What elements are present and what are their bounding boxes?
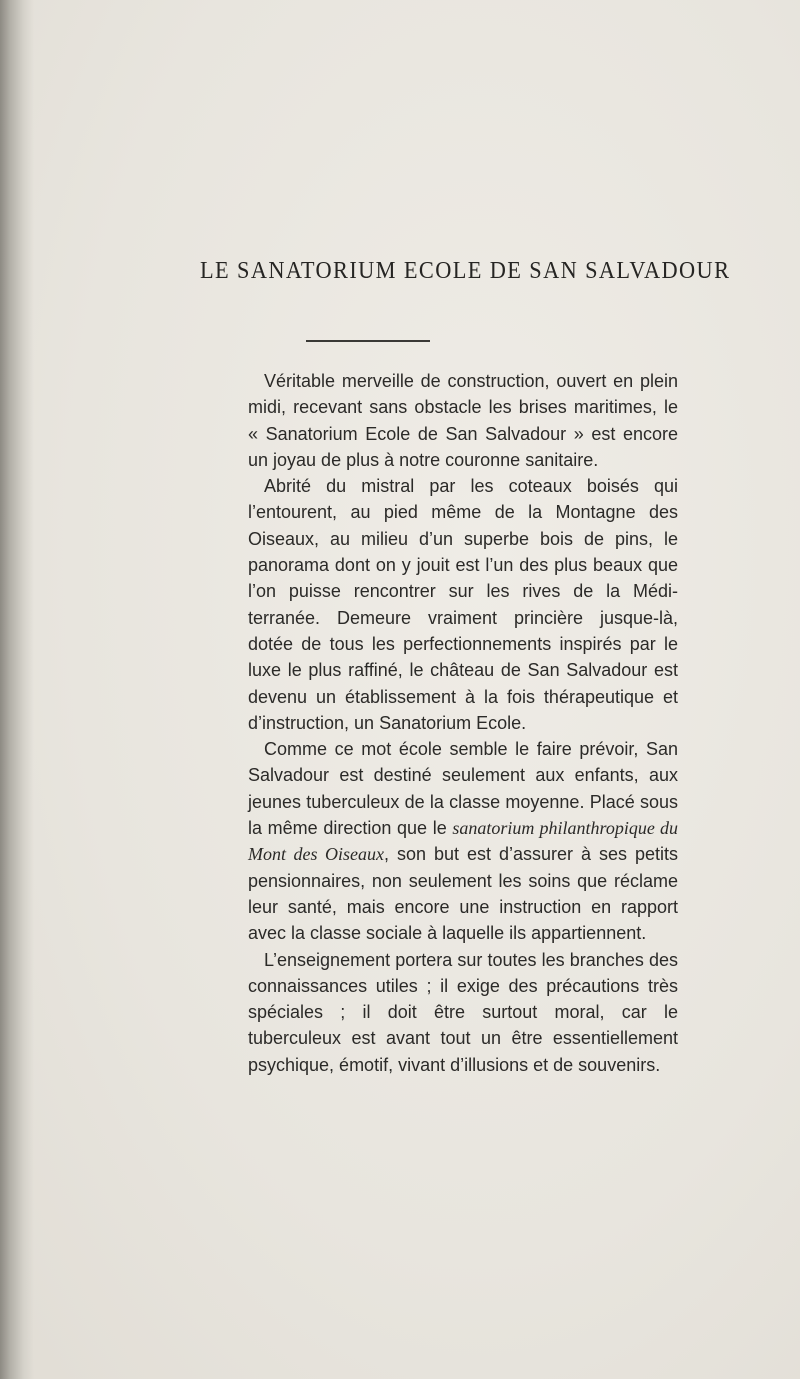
book-binding-edge xyxy=(0,0,34,1379)
paragraph-1: Véritable merveille de construction, ouvert en plein midi, recevant sans obstacle les brises maritimes, le « Sanatorium Ecole de San Salvadour » est encore un joyau de plus à notre couronne sanitaire. xyxy=(248,371,678,470)
paragraph-3-text-after: , son but est d’assurer à ses petits pensionnaires, non seulement les soins que réclame leur santé, mais encore une instruction en rapport avec la classe sociale à laquelle ils appartiennent. xyxy=(248,844,678,944)
paragraph-3 xyxy=(248,736,678,946)
paragraph-4: L’enseignement portera sur toutes les branches des connaissances utiles ; il exige des précautions très spéciales ; il doit être surtout moral, car le tuberculeux est avant tout un être essentiellement psychique, émotif, vivant d’illusions et de souvenirs. xyxy=(248,949,678,1075)
paragraph-3-text-before: Comme ce mot école semble le faire prévoir, San Salvadour est destiné seulement aux enfants, aux jeunes tuberculeux de la classe moyenne. Placé sous la même direction que le xyxy=(248,739,678,839)
paragraph-3-italic-name: sanatorium philanthropique du Mont des Oiseaux xyxy=(248,818,678,865)
page-title: LE SANATORIUM ECOLE DE SAN SALVADOUR xyxy=(200,258,731,284)
article-body xyxy=(248,368,678,1078)
paragraph-2: Abrité du mistral par les coteaux boisés qui l’entourent, au pied même de la Montagne des Oiseaux, au milieu d’un superbe bois de pins, le panorama dont on y jouit est l’un des plus beaux que l’on puisse rencontrer sur les rives de la Méditerranée. Demeure vraiment princière jusque-là, dotée de tous les perfectionnements inspirés par le luxe le plus raffiné, le château de San Salvadour est devenu un établissement à la fois thérapeutique et d’instruction, un Sanatorium Ecole. xyxy=(248,476,678,733)
title-divider xyxy=(306,340,430,342)
